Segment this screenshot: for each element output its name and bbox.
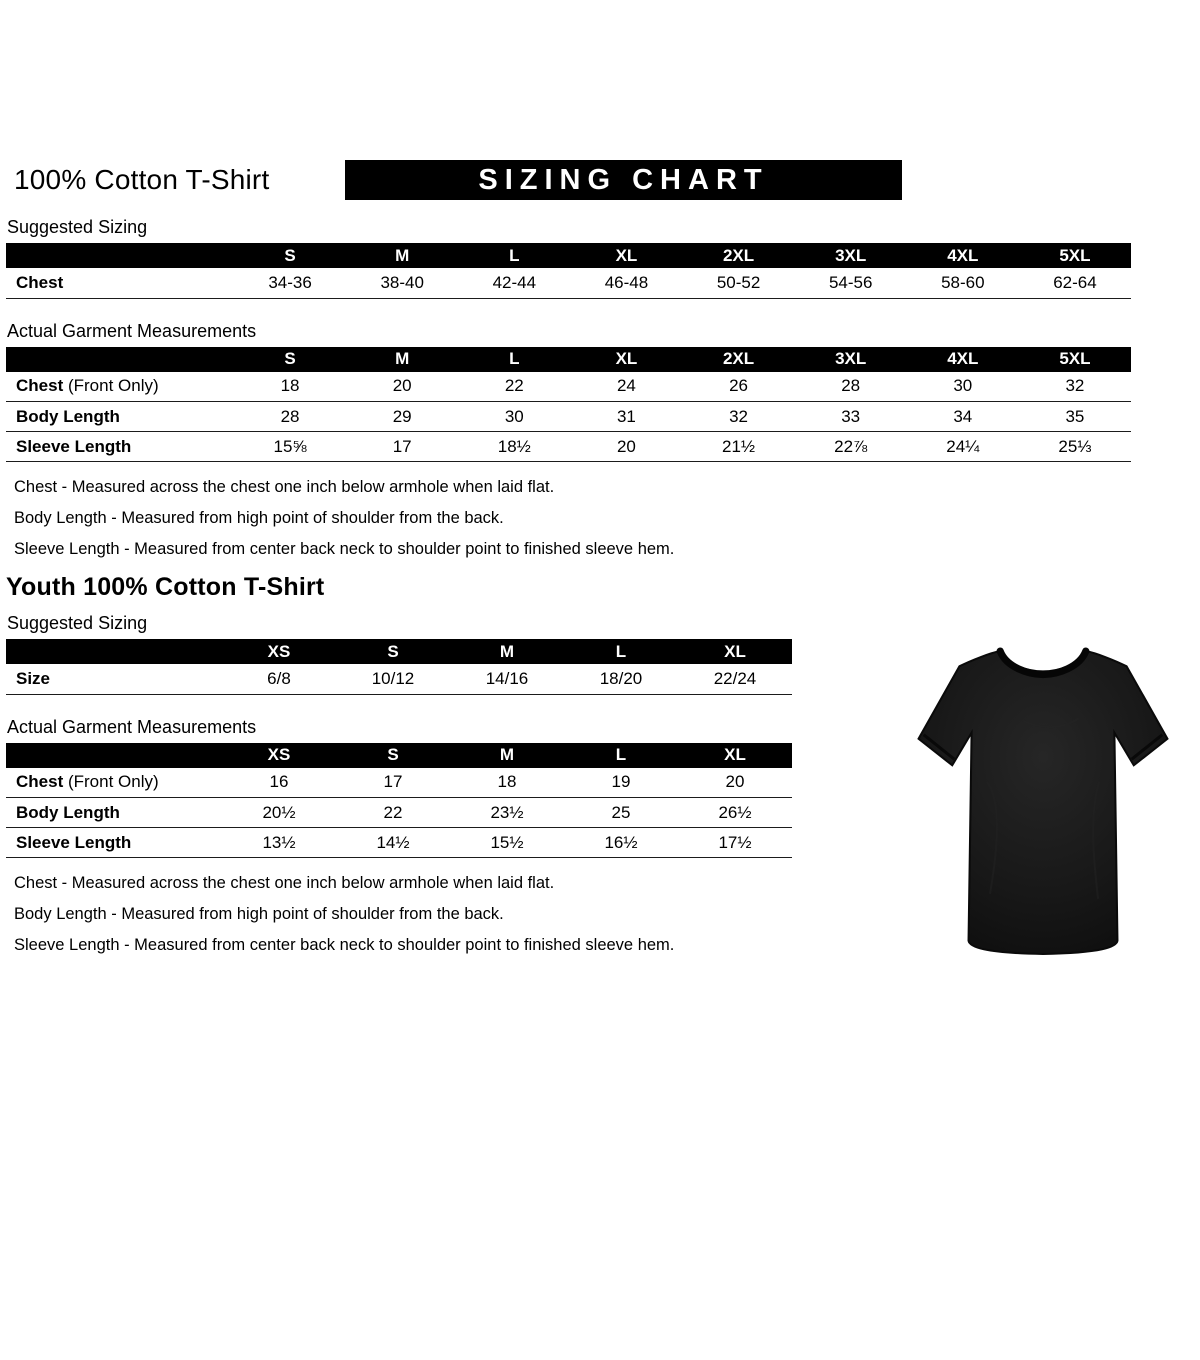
table-header-row [6, 347, 1131, 372]
youth-actual-measurements-label: Actual Garment Measurements [7, 716, 257, 737]
column-header: 5XL [1019, 243, 1131, 268]
row-label [6, 798, 222, 828]
column-header: S [234, 243, 346, 268]
table-header-row [6, 243, 1131, 268]
row-label [6, 268, 234, 298]
cell: 50-52 [683, 268, 795, 298]
row-label-suffix: (Front Only) [63, 772, 159, 792]
column-header-empty [6, 243, 234, 268]
column-header: XS [222, 743, 336, 768]
column-header: XL [678, 639, 792, 664]
cell: 26 [683, 372, 795, 402]
column-header-empty [6, 743, 222, 768]
column-header: L [458, 243, 570, 268]
cell: 28 [795, 372, 907, 402]
note-sleeve-length: Sleeve Length - Measured from center back neck to shoulder point to finished sleeve hem. [14, 936, 675, 954]
cell: 17 [336, 768, 450, 798]
row-label-text: Size [16, 668, 51, 688]
youth-actual-measurements-table [6, 743, 792, 859]
cell: 25⅓ [1019, 432, 1131, 462]
cell: 23½ [450, 798, 564, 828]
cell: 22 [458, 372, 570, 402]
column-header-empty [6, 639, 222, 664]
cell: 15½ [450, 828, 564, 858]
column-header: 2XL [683, 243, 795, 268]
cell: 14½ [336, 828, 450, 858]
column-header: M [346, 347, 458, 372]
row-label [6, 372, 234, 402]
header [0, 160, 1200, 206]
column-header-empty [6, 347, 234, 372]
cell: 24 [570, 372, 682, 402]
cell: 18½ [458, 432, 570, 462]
cell: 30 [907, 372, 1019, 402]
cell: 42-44 [458, 268, 570, 298]
column-header: S [336, 743, 450, 768]
cell: 32 [1019, 372, 1131, 402]
column-header: XL [678, 743, 792, 768]
cell: 33 [795, 402, 907, 432]
note-body-length: Body Length - Measured from high point of shoulder from the back. [14, 509, 504, 527]
row-label [6, 828, 222, 858]
cell: 38-40 [346, 268, 458, 298]
cell: 62-64 [1019, 268, 1131, 298]
row-label-text: Chest [16, 376, 64, 396]
table-row [6, 268, 1131, 298]
row-label-text: Chest [16, 272, 64, 292]
youth-suggested-sizing-table [6, 639, 792, 695]
adult-actual-measurements-label: Actual Garment Measurements [7, 320, 257, 341]
adult-suggested-sizing-table [6, 243, 1131, 299]
cell: 13½ [222, 828, 336, 858]
cell: 19 [564, 768, 678, 798]
column-header: M [450, 743, 564, 768]
cell: 20½ [222, 798, 336, 828]
youth-suggested-sizing-label: Suggested Sizing [7, 613, 148, 633]
table-row [6, 402, 1131, 432]
column-header: M [450, 639, 564, 664]
column-header: 2XL [683, 347, 795, 372]
cell: 16 [222, 768, 336, 798]
row-label-text: Sleeve Length [16, 832, 132, 852]
cell: 24¼ [907, 432, 1019, 462]
cell: 15⅝ [234, 432, 346, 462]
cell: 28 [234, 402, 346, 432]
cell: 35 [1019, 402, 1131, 432]
page-title: 100% Cotton T-Shirt [14, 164, 270, 195]
cell: 20 [678, 768, 792, 798]
adult-actual-measurements-table [6, 347, 1131, 463]
cell: 10/12 [336, 664, 450, 694]
cell: 22⅞ [795, 432, 907, 462]
row-label-suffix: (Front Only) [63, 376, 159, 396]
table-row [6, 828, 792, 858]
column-header: XS [222, 639, 336, 664]
cell: 14/16 [450, 664, 564, 694]
row-label [6, 402, 234, 432]
cell: 16½ [564, 828, 678, 858]
cell: 29 [346, 402, 458, 432]
cell: 22/24 [678, 664, 792, 694]
sizing-chart-page [0, 160, 1200, 1360]
column-header: 4XL [907, 347, 1019, 372]
black-tshirt-image [890, 626, 1196, 978]
cell: 30 [458, 402, 570, 432]
cell: 21½ [683, 432, 795, 462]
adult-measurement-notes [14, 478, 1200, 559]
row-label-text: Chest [16, 772, 64, 792]
note-chest: Chest - Measured across the chest one inch below armhole when laid flat. [14, 874, 555, 892]
cell: 26½ [678, 798, 792, 828]
youth-title: Youth 100% Cotton T-Shirt [6, 573, 325, 601]
tshirt-icon [890, 626, 1196, 978]
column-header: L [564, 743, 678, 768]
note-sleeve-length: Sleeve Length - Measured from center back neck to shoulder point to finished sleeve hem. [14, 540, 675, 558]
column-header: XL [570, 243, 682, 268]
column-header: XL [570, 347, 682, 372]
cell: 32 [683, 402, 795, 432]
column-header: L [564, 639, 678, 664]
cell: 17½ [678, 828, 792, 858]
column-header: M [346, 243, 458, 268]
table-row [6, 372, 1131, 402]
row-label [6, 432, 234, 462]
cell: 20 [570, 432, 682, 462]
table-row [6, 432, 1131, 462]
cell: 25 [564, 798, 678, 828]
column-header: 3XL [795, 243, 907, 268]
sizing-chart-banner [345, 160, 902, 200]
column-header: 5XL [1019, 347, 1131, 372]
table-header-row [6, 639, 792, 664]
sizing-chart-banner-label: SIZING CHART [478, 163, 769, 196]
column-header: 4XL [907, 243, 1019, 268]
cell: 22 [336, 798, 450, 828]
cell: 18 [234, 372, 346, 402]
cell: 18 [450, 768, 564, 798]
table-row [6, 798, 792, 828]
row-label-text: Body Length [16, 406, 120, 426]
table-row [6, 664, 792, 694]
cell: 54-56 [795, 268, 907, 298]
table-row [6, 768, 792, 798]
column-header: S [336, 639, 450, 664]
table-header-row [6, 743, 792, 768]
row-label [6, 664, 222, 694]
cell: 34-36 [234, 268, 346, 298]
cell: 6/8 [222, 664, 336, 694]
cell: 46-48 [570, 268, 682, 298]
adult-suggested-sizing-label: Suggested Sizing [7, 217, 148, 237]
column-header: L [458, 347, 570, 372]
column-header: S [234, 347, 346, 372]
note-chest: Chest - Measured across the chest one inch below armhole when laid flat. [14, 478, 555, 496]
cell: 17 [346, 432, 458, 462]
row-label [6, 768, 222, 798]
cell: 31 [570, 402, 682, 432]
column-header: 3XL [795, 347, 907, 372]
cell: 34 [907, 402, 1019, 432]
note-body-length: Body Length - Measured from high point of shoulder from the back. [14, 905, 504, 923]
cell: 20 [346, 372, 458, 402]
cell: 58-60 [907, 268, 1019, 298]
cell: 18/20 [564, 664, 678, 694]
row-label-text: Sleeve Length [16, 436, 132, 456]
row-label-text: Body Length [16, 802, 120, 822]
